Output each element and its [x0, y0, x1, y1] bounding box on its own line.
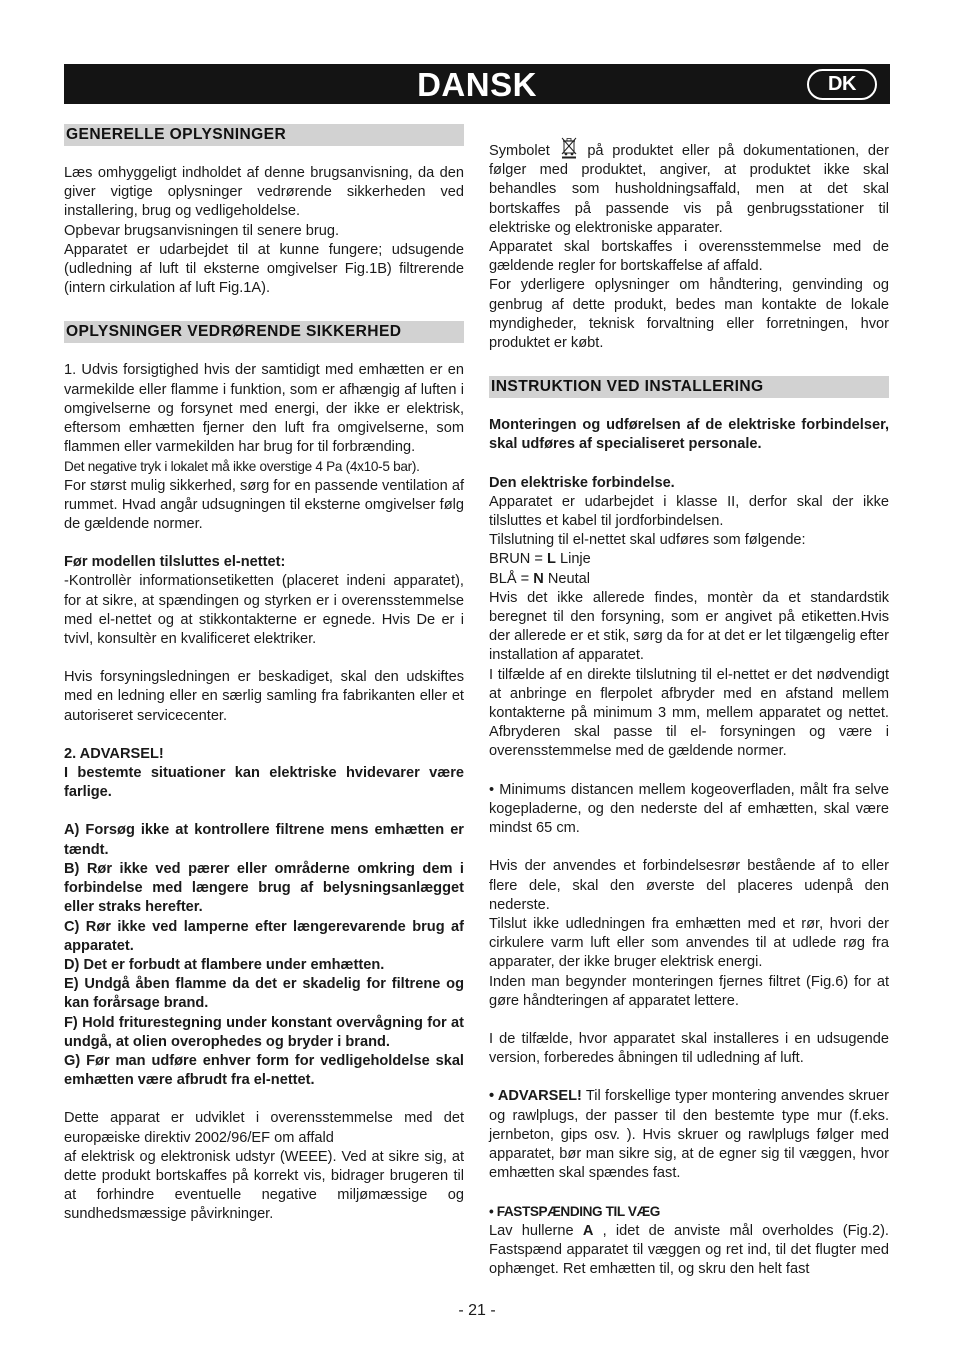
paragraph: Dette apparat er udviklet i overensstemmelse med det europæiske direktiv 2002/96/EF om affald [64, 1110, 464, 1146]
paragraph: Tilslutning til el-nettet skal udføres som følgende: [489, 532, 806, 549]
paragraph: af elektrisk og elektronisk udstyr (WEEE). Ved at sikre sig, at dette produkt bortskaffes på korrekt vis, bidrager brugeren til at forhindre eventuelle negative miljømæssige og sundhedsmæssige påvirkninger. [64, 1148, 464, 1223]
paragraph: Opbevar brugsanvisningen til senere brug. [64, 222, 340, 239]
subheading: Den elektriske forbindelse. [489, 474, 675, 491]
warning-paragraph: • ADVARSEL! Til forskellige typer montering anvendes skruer og rawlplugs, der passer til den bestemte type mur (f.eks. jernbeton, gips osv. ). Hvis skruer og rawlplugs følger med apparatet, bør man sikre sig, at de egner sig til væggen, hvor emhætten skal spændes fast. [489, 1088, 889, 1182]
paragraph: Hvis det ikke allerede findes, montèr da et standardstik beregnet til den forsyning, som er angivet på etiketten.Hvis der allerede er et stik, sørg da for at det er let tilgængelig efter installation af apparatet. [489, 589, 889, 664]
crossed-out-bin-icon [561, 137, 577, 159]
paragraph: For yderligere oplysninger om håndtering, genvinding og genbrug af dette produkt, bedes man kontakte de lokale myndigheder, teknisk forvaltning eller forretningen, hvor produktet er købt. [489, 277, 889, 352]
warning-title: 2. ADVARSEL! [64, 745, 164, 762]
section-heading-installation: INSTRUKTION VED INSTALLERING [489, 376, 889, 398]
warning-item: G) Før man udføre enhver form for vedligeholdelse skal emhætten være afbrudt fra el-nettet. [64, 1052, 464, 1089]
paragraph: Lav hullerne A , idet de anviste mål overholdes (Fig.2). Fastspænd apparatet til væggen og ret ind, til det flugter med ophænget. Ret emhætten til, og skru den helt fast [489, 1222, 889, 1277]
subheading: Før modellen tilsluttes el-nettet: [64, 554, 286, 571]
wire-brown: BRUN = L Linje [489, 551, 591, 568]
paragraph: Inden man begynder monteringen fjernes filtret (Fig.6) for at gøre håndteringen af apparatet lettere. [489, 973, 889, 1009]
paragraph: 1. Udvis forsigtighed hvis der samtidigt med emhætten er en varmekilde eller flamme i funktion, som er afhængig af luften i omgivelserne og forsynet med energi, der ikke er elektrisk, eftersom emhætten fjerner den luft fra omgivelserne, som flammen eller varmekilden har brug for til forbrænding. [64, 362, 464, 456]
warning-item: C) Rør ikke ved lamperne efter længerevarende brug af apparatet. [64, 918, 464, 954]
bullet-minimum-distance: • Minimums distancen mellem kogeoverfladen, målt fra selve kogepladerne, og den nederste del af emhætten, skal være mindst 65 cm. [489, 781, 889, 837]
paragraph: Hvis forsyningsledningen er beskadiget, skal den udskiftes med en ledning eller en særlig samling fra fabrikanten eller et autoriseret servicecenter. [64, 669, 464, 724]
page-title: DANSK [417, 66, 537, 103]
paragraph: Hvis der anvendes et forbindelsesrør bestående af to eller flere dele, skal den øverste del placeres udenpå den nederste. [489, 858, 889, 913]
right-column [489, 124, 889, 1279]
symbol-text: på produktet eller på dokumentationen, der følger med produktet, angiver, at produktet ikke skal behandles som husholdningsaffald, men at det skal bortskaffes på passende vis på genbrugsstationer til elektriske og elektroniske apparater. [489, 143, 889, 236]
warning-item: D) Det er forbudt at flambere under emhætten. [64, 956, 385, 973]
paragraph: -Kontrollèr informationsetiketten (placeret indeni apparatet), for at sikre, at spændingen og styrken er i overensstemmelse med el-nettet og at stikkontakterne er egnede. Hvis De er i tvivl, konsultèr en kvalificeret elektriker. [64, 573, 464, 648]
paragraph: Tilslut ikke udledningen fra emhætten med et rør, hvori der cirkulere varm luft eller som anvendes til at udlede røg fra apparater, der ikke bruger elektrisk energi. [489, 915, 889, 971]
paragraph: Læs omhyggeligt indholdet af denne brugsanvisning, da den giver vigtige oplysninger vedrørende sikkerheden ved installering, brug og vedligeholdelse. [64, 165, 464, 220]
paragraph: I tilfælde af en direkte tilslutning til el-nettet er det nødvendigt at anbringe en flerpolet afbryder med en afstand mellem kontakterne på minimum 3 mm, mellem apparatet og nettet. Afbryderen skal passe til el- forsyningen og være i overensstemmelse med de gældende normer. [489, 666, 889, 760]
subheading-wall-mount: • FASTSPÆNDING TIL VÆG [489, 1204, 660, 1220]
page-number: - 21 - [458, 1302, 496, 1319]
symbol-label: Symbolet [489, 143, 550, 159]
warning-intro: I bestemte situationer kan elektriske hvidevarer være farlige. [64, 765, 464, 801]
left-column [64, 124, 464, 1225]
paragraph-bold: Monteringen og udførelsen af de elektriske forbindelser, skal udføres af specialiseret personale. [489, 417, 889, 453]
paragraph: Apparatet er udarbejdet i klasse II, derfor skal der ikke tilsluttes et kabel til jordforbindelsen. [489, 493, 889, 530]
warning-item: E) Undgå åben flamme da det er skadelig for filtrene og kan forårsage brand. [64, 976, 464, 1012]
paragraph: For størst mulig sikkerhed, sørg for en passende ventilation af rummet. Hvad angår udsugningen til eksterne omgivelser følg de gældende normer. [64, 477, 464, 533]
warning-item: B) Rør ikke ved pærer eller områderne omkring dem i forbindelse med længere brug af belysningsanlægget eller straks herefter. [64, 860, 464, 916]
wire-blue: BLÅ = N Neutal [489, 570, 591, 587]
section-heading-safety: OPLYSNINGER VEDRØRENDE SIKKERHED [64, 321, 464, 343]
paragraph: Det negative tryk i lokalet må ikke overstige 4 Pa (4x10-5 bar). [64, 459, 420, 475]
paragraph: I de tilfælde, hvor apparatet skal installeres i en udsugende version, forberedes åbningen til udledning af luft. [489, 1030, 889, 1067]
paragraph: Apparatet er udarbejdet til at kunne fungere; udsugende (udledning af luft til eksterne omgivelser Fig.1B) filtrerende (intern cirkulation af luft Fig.1A). [64, 241, 464, 297]
warning-item: F) Hold friturestegning under konstant overvågning for at undgå, at olien overophedes og bryder i brand. [64, 1014, 464, 1050]
paragraph-weee [489, 137, 889, 238]
warning-item: A) Forsøg ikke at kontrollere filtrene mens emhætten er tændt. [64, 822, 464, 858]
paragraph: Apparatet skal bortskaffes i overensstemmelse med de gældende regler for bortskaffelse af affald. [489, 239, 889, 275]
language-banner [64, 64, 890, 104]
section-heading-general: GENERELLE OPLYSNINGER [64, 124, 464, 146]
language-badge: DK [807, 69, 877, 100]
